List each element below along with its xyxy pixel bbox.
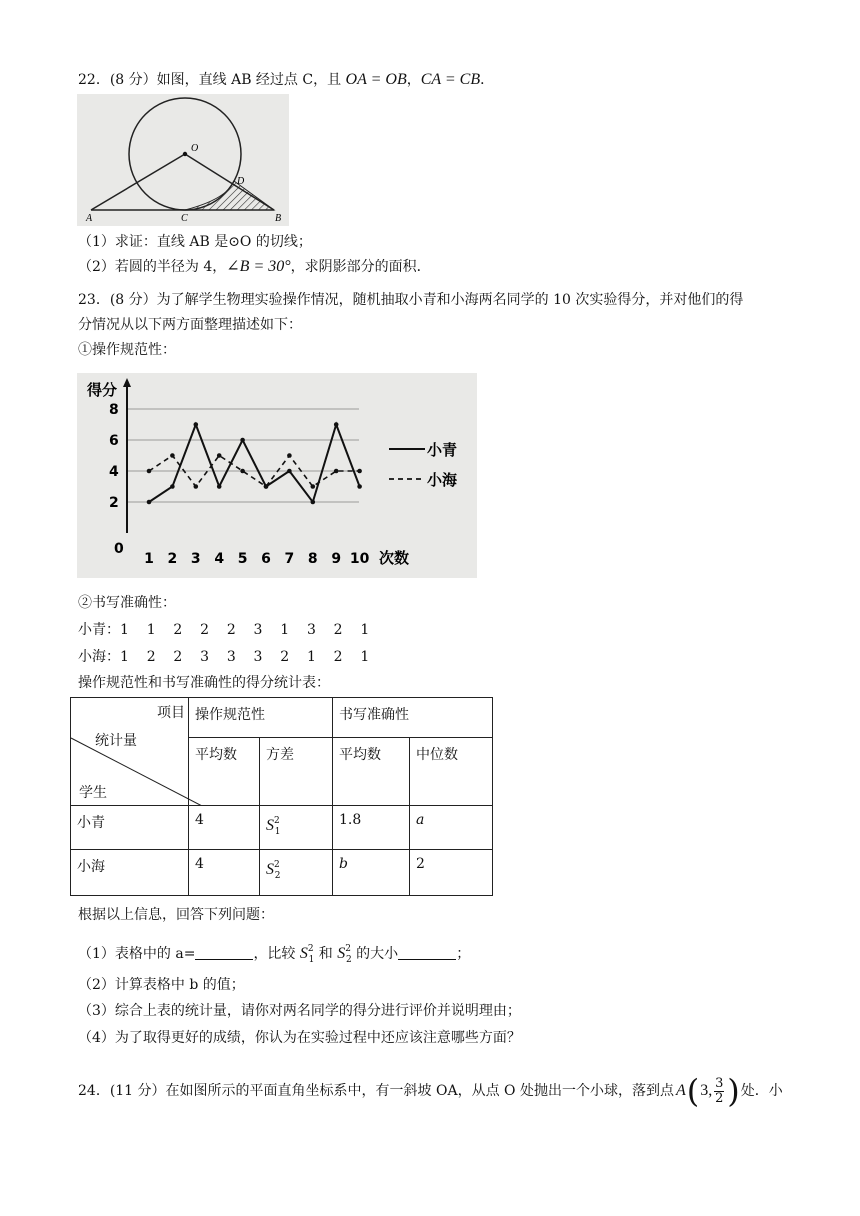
corner-item: 项目: [157, 705, 185, 721]
q24-coord-x: 3,: [700, 1082, 713, 1099]
data-point: [240, 469, 245, 474]
q22-part2-math: ∠B = 30°: [226, 258, 291, 275]
row-variance: $S^2_2$: [260, 850, 333, 896]
shaded-region: [185, 181, 274, 210]
row-mean2: 1.8: [333, 806, 410, 850]
sub-mean-1: 平均数: [189, 738, 260, 806]
legend-label-xiaoqing: 小青: [427, 441, 458, 459]
q24-stem-post: 处．小: [740, 1083, 783, 1099]
q22-stem: [78, 70, 494, 90]
corner-stat: 统计量: [95, 733, 137, 749]
table-row-xiaoqing: [71, 806, 493, 850]
xiaohai-scores: 小海：1 2 2 3 3 3 2 1 2 1: [78, 649, 370, 665]
data-point: [287, 469, 292, 474]
data-point: [217, 453, 222, 458]
label-b: B: [275, 213, 282, 224]
q22-part1: （1）求证：直线 AB 是⊙O 的切线；: [78, 234, 312, 250]
x-axis-title: 次数: [379, 549, 410, 567]
point-o: [183, 152, 187, 156]
y-axis-title: 得分: [87, 381, 118, 399]
q22-part2-pre: （2）若圆的半径为 4，: [78, 259, 227, 275]
row-median: 2: [410, 850, 493, 896]
data-point: [357, 469, 362, 474]
row-name: 小青: [71, 806, 189, 850]
q22-eq1: OA = OB: [345, 71, 407, 88]
q23-part3: （3）综合上表的统计量，请你对两名同学的得分进行评价并说明理由；: [78, 1003, 521, 1019]
q22-figure-svg: [77, 94, 289, 226]
q24-stem-text: 24．(11 分）在如图所示的平面直角坐标系中，有一斜坡 OA，从点 O 处抛出一个小球，落到点: [78, 1083, 674, 1099]
col-group-writing: 书写准确性: [333, 698, 493, 738]
data-point: [217, 484, 222, 489]
label-a: A: [86, 213, 93, 224]
q23-part1: （1）表格中的 a= ，比较 $S^2_1$ 和 $S^2_2$ 的大小 ；: [78, 944, 471, 965]
table-caption: 操作规范性和书写准确性的得分统计表：: [78, 675, 330, 691]
row-mean2: b: [333, 850, 410, 896]
q22-sep: ，: [406, 72, 421, 88]
q24-fraction: 3 2: [715, 1075, 724, 1106]
origin-label: 0: [114, 541, 124, 557]
data-point: [264, 484, 269, 489]
data-point: [194, 422, 199, 427]
table-row-xiaohai: [71, 850, 493, 896]
q23-section1: ①操作规范性：: [78, 342, 176, 358]
line-chart: [77, 373, 477, 578]
table-corner-cell: [71, 698, 189, 806]
data-point: [170, 484, 175, 489]
sub-median: 中位数: [410, 738, 493, 806]
col-group-operation: 操作规范性: [189, 698, 333, 738]
q23-stem-2: 分情况从以下两方面整理描述如下：: [78, 317, 302, 333]
q22-eq2: CA = CB: [420, 71, 481, 88]
q23-part4: （4）为了取得更好的成绩，你认为在实验过程中还应该注意哪些方面？: [78, 1030, 521, 1046]
row-name: 小海: [71, 850, 189, 896]
q22-part2: [78, 257, 431, 277]
segment-oa: [91, 154, 185, 210]
legend-label-xiaohai: 小海: [427, 471, 458, 489]
data-point: [194, 484, 199, 489]
data-point: [311, 484, 316, 489]
q22-end: ．: [480, 72, 495, 88]
x-tick-label: 4: [214, 551, 225, 567]
q22-figure: [77, 94, 289, 226]
x-tick-label: 5: [237, 551, 248, 567]
x-tick-label: 9: [331, 551, 342, 567]
q24-point-label: A: [675, 1082, 686, 1099]
x-tick-label: 7: [284, 551, 295, 567]
q22-part2-post: ，求阴影部分的面积．: [290, 259, 431, 275]
data-point: [287, 453, 292, 458]
data-point: [170, 453, 175, 458]
q24-stem: 24．(11 分）在如图所示的平面直角坐标系中，有一斜坡 OA，从点 O 处抛出一个小球，落到点 A ( 3, 3 2 ) 处．小: [78, 1072, 783, 1110]
x-tick-label: 1: [144, 551, 154, 567]
data-point: [240, 438, 245, 443]
x-tick-label: 2: [167, 551, 178, 567]
row-median: a: [410, 806, 493, 850]
data-point: [147, 500, 152, 505]
series-line-xiaoqing: [149, 425, 360, 503]
y-tick-label: 4: [109, 464, 119, 480]
y-tick-label: 6: [109, 433, 119, 449]
xiaoqing-scores: 小青：1 1 2 2 2 3 1 3 2 1: [78, 622, 370, 638]
y-tick-label: 8: [109, 402, 119, 418]
blank-a[interactable]: [195, 945, 253, 960]
x-tick-label: 10: [349, 551, 370, 567]
label-d: D: [237, 176, 245, 187]
data-point: [334, 422, 339, 427]
data-point: [334, 469, 339, 474]
line-chart-svg: [77, 373, 477, 578]
label-o: O: [191, 143, 199, 154]
data-point: [147, 469, 152, 474]
sub-variance: 方差: [260, 738, 333, 806]
x-tick-label: 3: [190, 551, 201, 567]
corner-student: 学生: [79, 785, 107, 801]
y-axis-arrow: [123, 378, 131, 387]
data-point: [311, 500, 316, 505]
sub-mean-2: 平均数: [333, 738, 410, 806]
q23-after-table: 根据以上信息，回答下列问题：: [78, 907, 274, 923]
row-variance: $S^2_1$: [260, 806, 333, 850]
q23-stem-1: 23．(8 分）为了解学生物理实验操作情况，随机抽取小青和小海两名同学的 10 次实验得分，并对他们的得: [78, 292, 744, 308]
stats-table: [70, 697, 493, 896]
data-point: [357, 484, 362, 489]
label-c: C: [181, 213, 188, 224]
x-tick-label: 6: [261, 551, 271, 567]
y-tick-label: 2: [109, 495, 119, 511]
q22-stem-text: 22．(8 分）如图，直线 AB 经过点 C，且: [78, 72, 346, 88]
q23-section2: ②书写准确性：: [78, 595, 176, 611]
row-mean1: 4: [189, 806, 260, 850]
x-tick-label: 8: [307, 551, 318, 567]
row-mean1: 4: [189, 850, 260, 896]
blank-compare[interactable]: [398, 945, 456, 960]
q23-part2: （2）计算表格中 b 的值；: [78, 977, 245, 993]
